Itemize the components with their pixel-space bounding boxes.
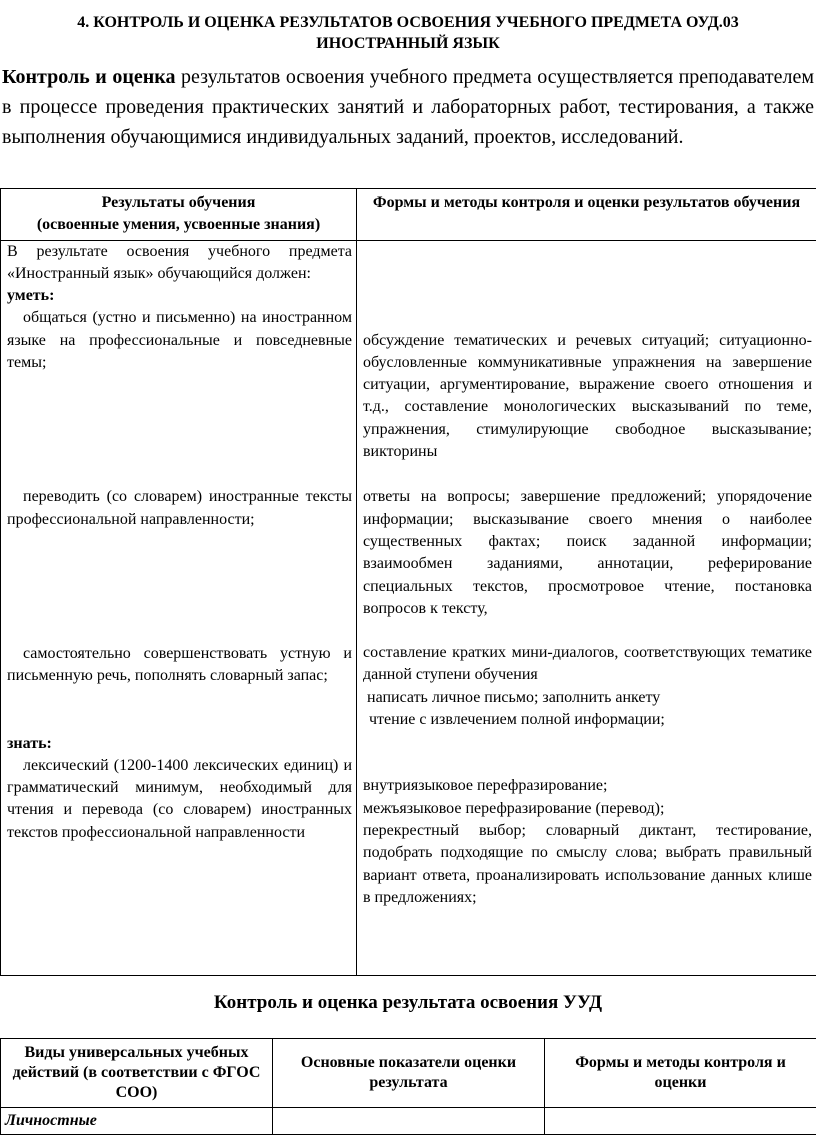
methods-column <box>357 240 816 975</box>
methods-item-1: обсуждение тематических и речевых ситуаций; ситуационно-обусловленные коммуникативные упражнения на завершение ситуации, аргументирование, выражение своего отношения и т.д., составление монологических высказываний по теме, упражнения, стимулирующие свободное высказывание; викторины <box>363 331 812 461</box>
methods-item-3a: составление кратких мини-диалогов, соответствующих тематике данной ступени обучения <box>363 644 812 684</box>
spacer <box>7 374 352 486</box>
spacer <box>363 620 812 642</box>
uud-indicators-cell <box>273 1108 545 1135</box>
uud-section-title: Контроль и оценка результата освоения УУД <box>213 992 603 1013</box>
methods-item-2: ответы на вопросы; завершение предложений; упорядочение информации; высказывание своего мнения о наиболее существенных фактах; поиск заданной информации; взаимообмен заданиями, аннотации, реферирование специальных текстов, просмотровое чтение, постановка вопросов к тексту, <box>363 488 812 617</box>
uud-header-col1: Виды универсальных учебных действий (в соответствии с ФГОС СОО) <box>1 1039 273 1108</box>
spacer <box>363 731 812 775</box>
spacer <box>363 463 812 486</box>
results-header-col1-line1: Результаты обучения <box>101 194 256 211</box>
results-table-body-row <box>1 240 816 975</box>
intro-paragraph <box>2 62 814 152</box>
intro-text: результатов освоения учебного предмета осуществляется преподавателем в процессе проведения практических занятий и лабораторных работ, тестирования, а также выполнения обучающимися индивидуальных заданий, проектов, исследований. <box>2 66 815 148</box>
methods-item-4b: межъязыковое перефразирование (перевод); <box>363 799 665 817</box>
section-heading-line1: 4. КОНТРОЛЬ И ОЦЕНКА РЕЗУЛЬТАТОВ ОСВОЕНИЯ УЧЕБНОГО ПРЕДМЕТА ОУД.03 <box>77 14 739 31</box>
section-heading <box>0 12 816 54</box>
methods-item-3b: написать личное письмо; заполнить анкету <box>367 688 661 706</box>
results-header-col2: Формы и методы контроля и оценки результатов обучения <box>357 189 816 241</box>
results-table-header-row <box>1 189 816 241</box>
results-header-col1-line2: (освоенные умения, усвоенные знания) <box>36 216 321 234</box>
uud-methods-cell <box>545 1108 816 1135</box>
spacer <box>363 241 812 330</box>
result-item-2: переводить (со словарем) иностранные тексты профессиональной направленности; <box>7 488 352 528</box>
section-heading-line2: ИНОСТРАННЫЙ ЯЗЫК <box>316 35 500 52</box>
results-table <box>0 188 816 976</box>
spacer <box>7 531 352 643</box>
uud-header-col2: Основные показатели оценки результата <box>273 1039 545 1108</box>
results-preface: В результате освоения учебного предмета «Иностранный язык» обучающийся должен: <box>7 242 352 282</box>
umet-label: уметь: <box>7 287 55 305</box>
uud-table <box>0 1038 816 1135</box>
results-header-col1 <box>1 189 357 241</box>
uud-header-col3: Формы и методы контроля и оценки <box>545 1039 816 1108</box>
result-item-3: самостоятельно совершенствовать устную и письменную речь, пополнять словарный запас; <box>7 644 352 685</box>
methods-item-3c: чтение с извлечением полной информации; <box>369 711 665 729</box>
uud-category-cell: Личностные <box>1 1108 273 1135</box>
znat-label: знать: <box>7 734 52 752</box>
results-column <box>1 240 357 975</box>
result-item-1: общаться (устно и письменно) на иностранном языке на профессиональные и повседневные темы; <box>7 309 352 372</box>
intro-bold-lead: Контроль и оценка <box>2 66 176 88</box>
uud-table-row <box>1 1108 816 1135</box>
result-item-4: лексический (1200-1400 лексических единиц) и грамматический минимум, необходимый для чтения и перевода (со словарем) иностранных текстов профессиональной направленности <box>7 756 352 841</box>
spacer <box>7 688 352 733</box>
uud-table-header-row <box>1 1039 816 1108</box>
methods-item-4a: внутриязыковое перефразирование; <box>363 777 608 795</box>
methods-item-4c: перекрестный выбор; словарный диктант, тестирование, подобрать подходящие по смыслу слова; выбрать правильный вариант ответа, проанализировать использование данных клише в предложениях; <box>363 821 812 906</box>
